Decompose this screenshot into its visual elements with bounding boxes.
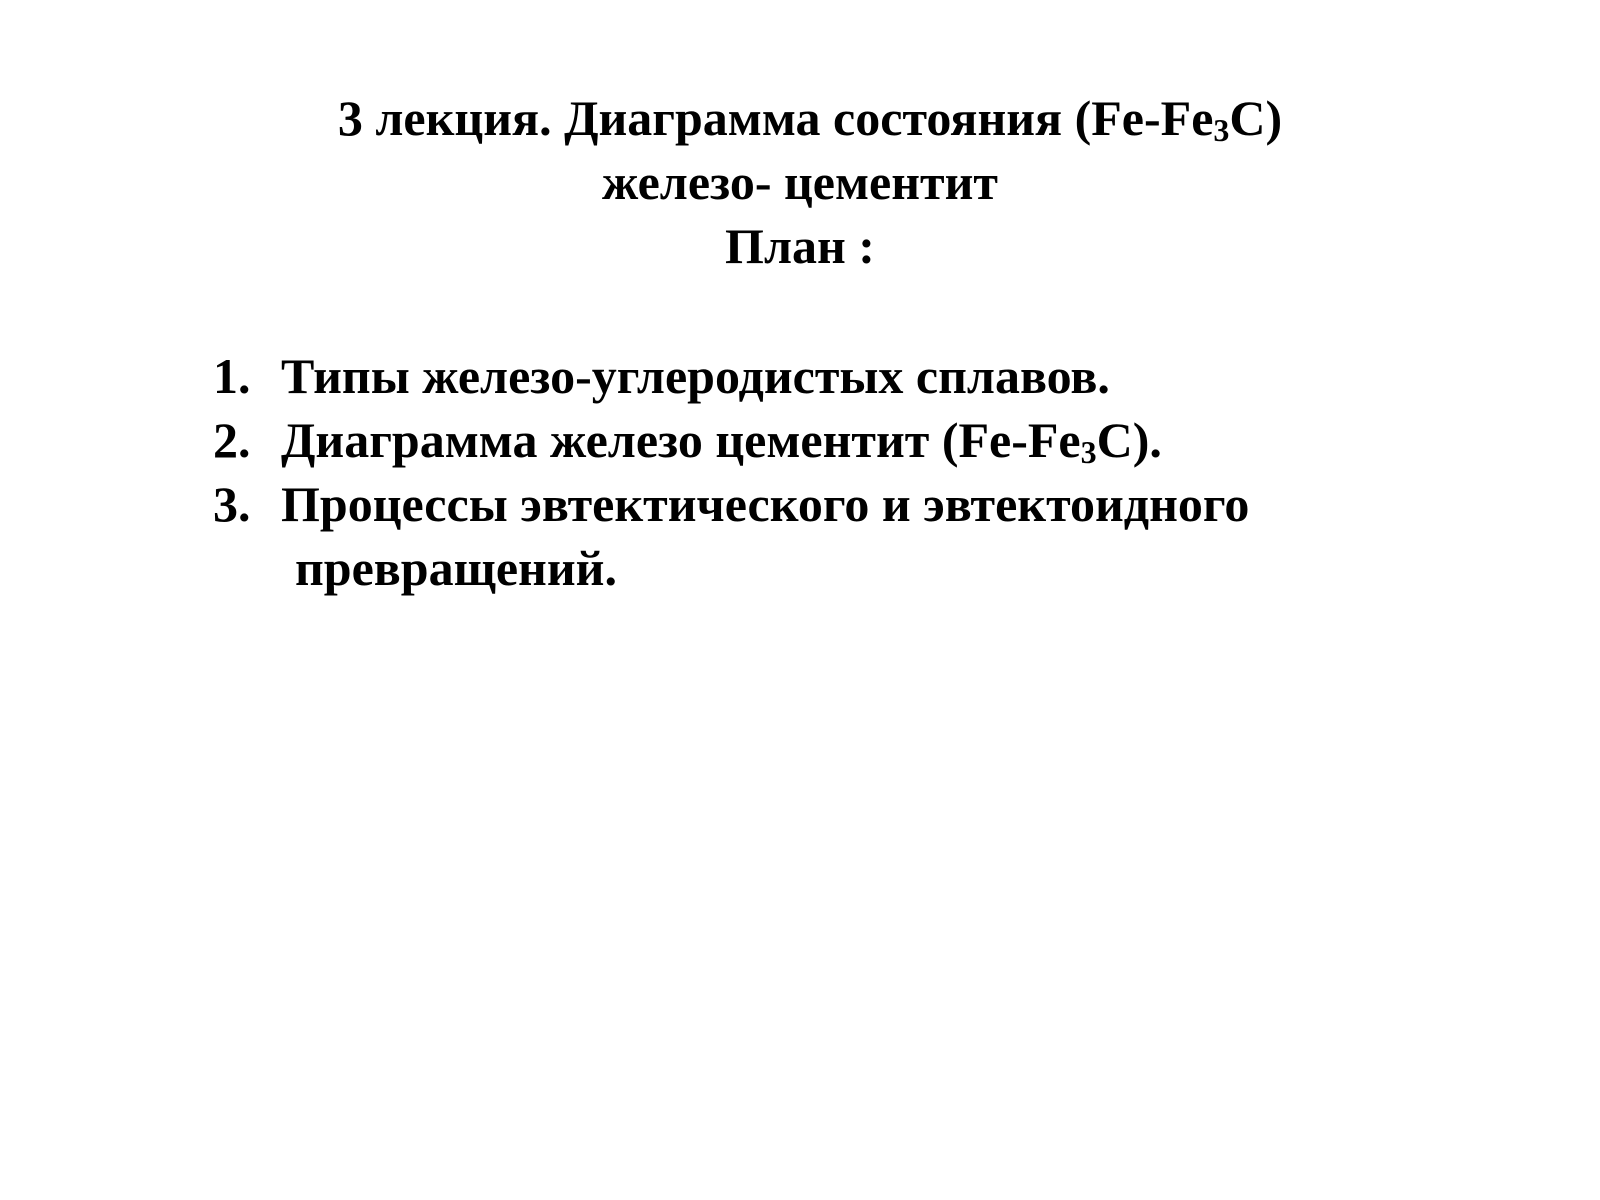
- plan-item-text: Процессы эвтектического и эвтектоидного превращений.: [281, 472, 1513, 600]
- plan-item-text: Диаграмма железо цементит $(Fe-Fe_3C)$.: [281, 412, 1162, 470]
- plan-list: [213, 344, 1513, 600]
- plan-item-number: 3.: [213, 476, 251, 532]
- plan-item-number: 2.: [213, 412, 251, 468]
- title-line-2: железо- цементит: [602, 154, 998, 210]
- plan-item-1: [213, 344, 1513, 408]
- plan-item-text: Типы железо-углеродистых сплавов.: [281, 348, 1110, 404]
- plan-item-number: 1.: [213, 348, 251, 404]
- plan-item-2: [213, 408, 1513, 472]
- plan-item-continuation: превращений.: [295, 540, 617, 596]
- plan-heading: План :: [725, 218, 875, 274]
- slide-title: [0, 86, 1600, 278]
- plan-item-3: [213, 472, 1513, 600]
- title-subscript: 3: [1213, 112, 1230, 148]
- plan-item-subscript: 3: [1080, 434, 1097, 470]
- title-line-1: 3 лекция. Диаграмма состояния $(Fe-Fe_3C)$: [337, 90, 1283, 148]
